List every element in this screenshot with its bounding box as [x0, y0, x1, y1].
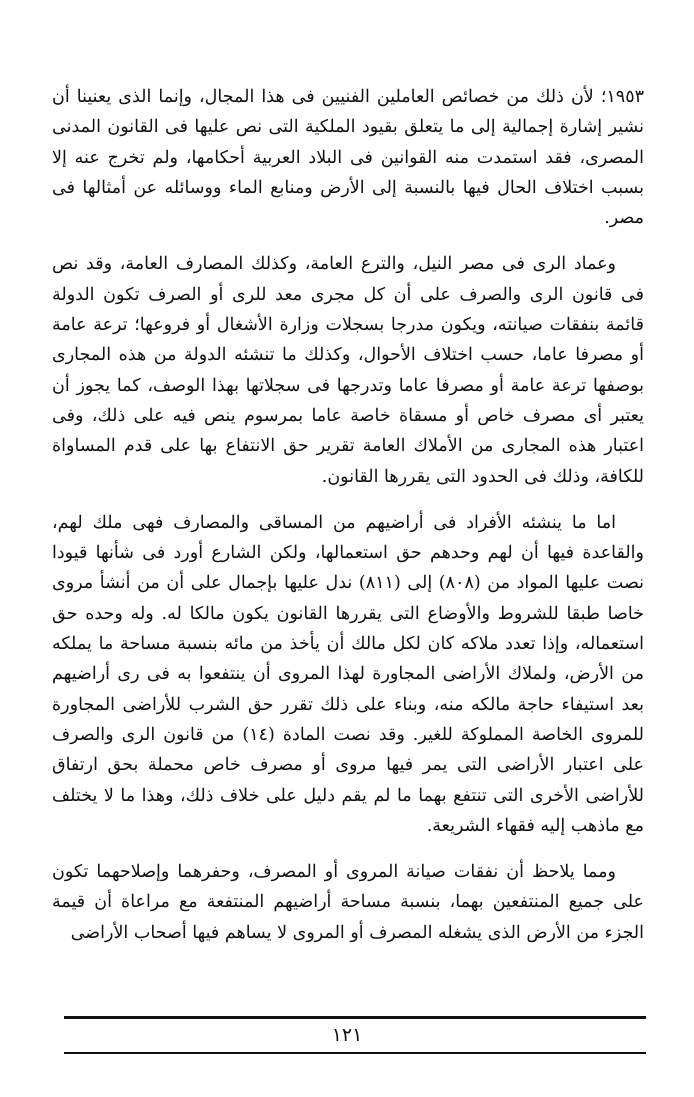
paragraph-4: ومما يلاحظ أن نفقات صيانة المروى أو المصرف، وحفرهما وإصلاحهما تكون على جميع المنتفعين بهما، بنسبة مساحة أراضيهم المنتفعة مع مراعاة أن قيمة الجزء من الأرض الذى يشغله المصرف أو المروى لا يساهم فيها أصحاب الأراضى — [52, 862, 644, 943]
body-text — [52, 82, 644, 948]
footer-rule-top — [64, 1016, 646, 1019]
paragraph-1: ١٩٥٣؛ لأن ذلك من خصائص العاملين الفنيين فى هذا المجال، وإنما الذى يعنينا أن نشير إشارة إجمالية إلى ما يتعلق بقيود الملكية التى نص عليها فى القانون المدنى المصرى، فقد استمدت منه القوانين فى البلاد العربية أحكامها، ولم تخرج عنه إلا بسبب اختلاف الحال فيها بالنسبة إلى الأرض ومنابع الماء ووسائله عن أمثالها فى مصر. — [52, 87, 644, 229]
page-number: ١٢١ — [331, 1024, 363, 1046]
paragraph-2: وعماد الرى فى مصر النيل، والترع العامة، وكذلك المصارف العامة، وقد نص فى قانون الرى والصرف على أن كل مجرى معد للرى أو الصرف تكون الدولة قائمة بنفقات صيانته، ويكون مدرجا بسجلات وزارة الأشغال أو فروعها؛ ترعة عامة أو مصرفا عاما، حسب اختلاف الأحوال، وكذلك ما تنشئه الدولة من هذه المجارى بوصفها ترعة عامة أو مصرفا عاما وتدرجها فى سجلاتها بهذا الوصف، كما يجوز أن يعتبر أى مصرف خاص أو مسقاة خاصة عاما بمرسوم ينص فيه على ذلك، وفى اعتبار هذه المجارى من الأملاك العامة تقرير حق الانتفاع بها على قدم المساواة للكافة، وذلك فى الحدود التى يقررها القانون. — [52, 254, 644, 487]
footer-rule-bottom — [64, 1052, 646, 1054]
paragraph-3: اما ما ينشئه الأفراد فى أراضيهم من المساقى والمصارف فهى ملك لهم، والقاعدة فيها أن لهم وحدهم حق استعمالها، ولكن الشارع أورد فى شأنها قيودا نصت عليها المواد من (٨٠٨) إلى (٨١١) ندل عليها بإجمال على أن من أنشأ مروى خاصا طبقا للشروط والأوضاع التى يقررها القانون يكون مالكا له. وله وحده حق استعماله، وإذا تعدد ملاكه كان لكل مالك أن يأخذ من مائه بنسبة مساحة ما يملكه من الأرض، ولملاك الأراضى المجاورة لهذا المروى أن ينتفعوا به فى رى أراضيهم بعد استيفاء حاجة مالكه منه، وبناء على ذلك تقرر حق الشرب للأراضى المجاورة للمروى الخاصة المملوكة للغير. وقد نصت المادة (١٤) من قانون الرى والصرف على اعتبار الأراضى التى يمر فيها مروى أو مصرف خاص محملة بحق ارتفاق للأراضى الأخرى التى تنتفع بهما ما لم يقم دليل على خلاف ذلك، وهذا ما لا يختلف مع ماذهب إليه فقهاء الشريعة. — [52, 512, 644, 836]
